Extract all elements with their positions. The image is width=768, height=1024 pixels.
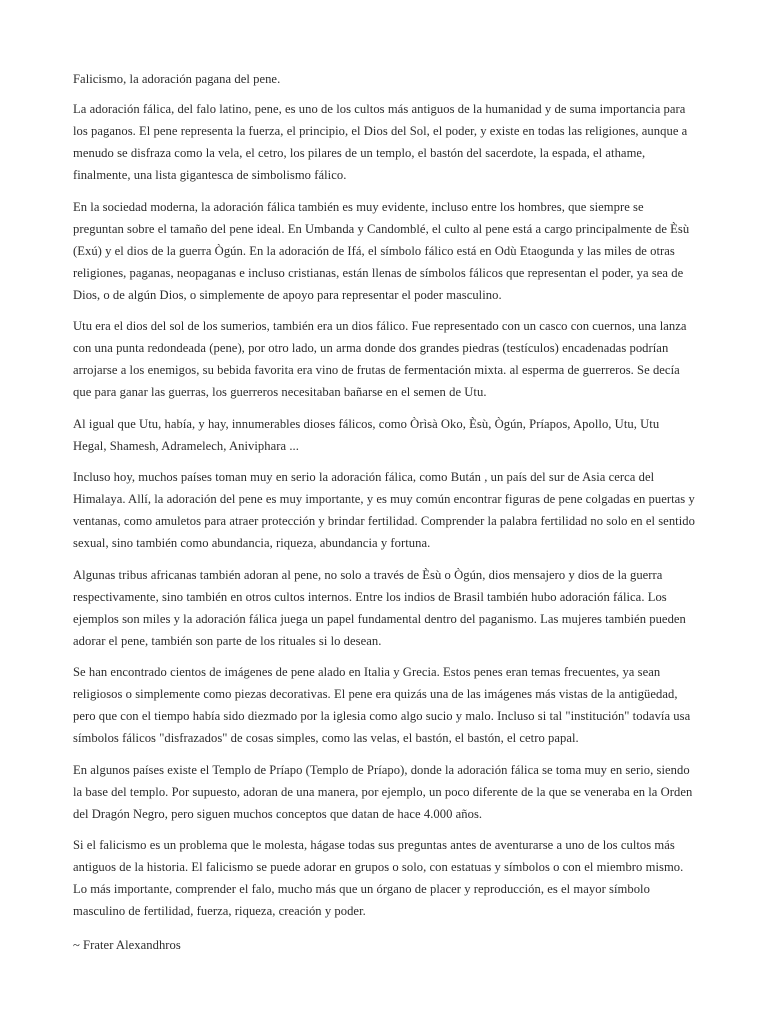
paragraph: La adoración fálica, del falo latino, pene, es uno de los cultos más antiguos de la humanidad y de suma importancia para los paganos. El pene representa la fuerza, el principio, el Dios del Sol, el poder, y existe en todas las religiones, aunque a menudo se disfraza como la vela, el cetro, los pilares de un templo, el bastón del sacerdote, la espada, el athame, finalmente, una lista gigantesca de simbolismo fálico.: [73, 102, 688, 182]
paragraph: En la sociedad moderna, la adoración fálica también es muy evidente, incluso entre los hombres, que siempre se preguntan sobre el tamaño del pene ideal. En Umbanda y Candomblé, el culto al pene está a cargo principalmente de Èsù (Exú) y el dios de la guerra Ògún. En la adoración de Ifá, el símbolo fálico está en Odù Etaogunda y las miles de otras religiones, paganas, neopaganas e incluso cristianas, están llenas de símbolos fálicos que representan el poder, ya sea de Dios, o de algún Dios, o simplemente de apoyo para representar el poder masculino.: [73, 199, 690, 302]
signature: ~ Frater Alexandhros: [73, 938, 181, 952]
paragraph: En algunos países existe el Templo de Príapo (Templo de Príapo), donde la adoración fálica se toma muy en serio, siendo la base del templo. Por supuesto, adoran de una manera, por ejemplo, un poco diferente de la que se veneraba en la Orden del Dragón Negro, pero siguen muchos conceptos que datan de hace 4.000 años.: [73, 762, 693, 821]
paragraph: Incluso hoy, muchos países toman muy en serio la adoración fálica, como Bután , un país del sur de Asia cerca del Himalaya. Allí, la adoración del pene es muy importante, y es muy común encontrar figuras de pene colgadas en puertas y ventanas, como amuletos para atraer protección y brindar fertilidad. Comprender la palabra fertilidad no solo en el sentido sexual, sino también como abundancia, riqueza, abundancia y fortuna.: [73, 470, 695, 550]
document-body: [73, 68, 695, 966]
paragraph: Se han encontrado cientos de imágenes de pene alado en Italia y Grecia. Estos penes eran temas frecuentes, ya sean religiosos o simplemente como piezas decorativas. El pene era quizás una de las imágenes más vistas de la antigüedad, pero que con el tiempo había sido diezmado por la iglesia como algo sucio y malo. Incluso si tal "institución" todavía usa símbolos fálicos "disfrazados" de cosas simples, como las velas, el bastón, el bastón, el cetro papal.: [73, 665, 691, 745]
paragraph: Al igual que Utu, había, y hay, innumerables dioses fálicos, como Òrìsà Oko, Èsù, Ògún, Príapos, Apollo, Utu, Utu Hegal, Shamesh, Adramelech, Aniviphara ...: [73, 416, 660, 453]
paragraph: Algunas tribus africanas también adoran al pene, no solo a través de Èsù o Ògún, dios mensajero y dios de la guerra respectivamente, sino también en otros cultos internos. Entre los indios de Brasil también hubo adoración fálica. Los ejemplos son miles y la adoración fálica juega un papel fundamental dentro del paganismo. Las mujeres también pueden adorar el pene, también son parte de los rituales si lo desean.: [73, 567, 686, 648]
paragraph: Utu era el dios del sol de los sumerios, también era un dios fálico. Fue representado con un casco con cuernos, una lanza con una punta redondeada (pene), por otro lado, un arma donde dos grandes piedras (testículos) encadenadas podrían arrojarse a los enemigos, su bebida favorita era vino de frutas de fermentación mixta. al esperma de guerreros. Se decía que para ganar las guerras, los guerreros necesitaban bañarse en el semen de Utu.: [73, 319, 687, 399]
paragraph: Si el falicismo es un problema que le molesta, hágase todas sus preguntas antes de aventurarse a uno de los cultos más antiguos de la historia. El falicismo se puede adorar en grupos o solo, con estatuas y símbolos o con el miembro mismo. Lo más importante, comprender el falo, mucho más que un órgano de placer y reproducción, es el mayor símbolo masculino de fertilidad, fuerza, riqueza, creación y poder.: [73, 838, 684, 918]
document-title: Falicismo, la adoración pagana del pene.: [73, 72, 281, 86]
